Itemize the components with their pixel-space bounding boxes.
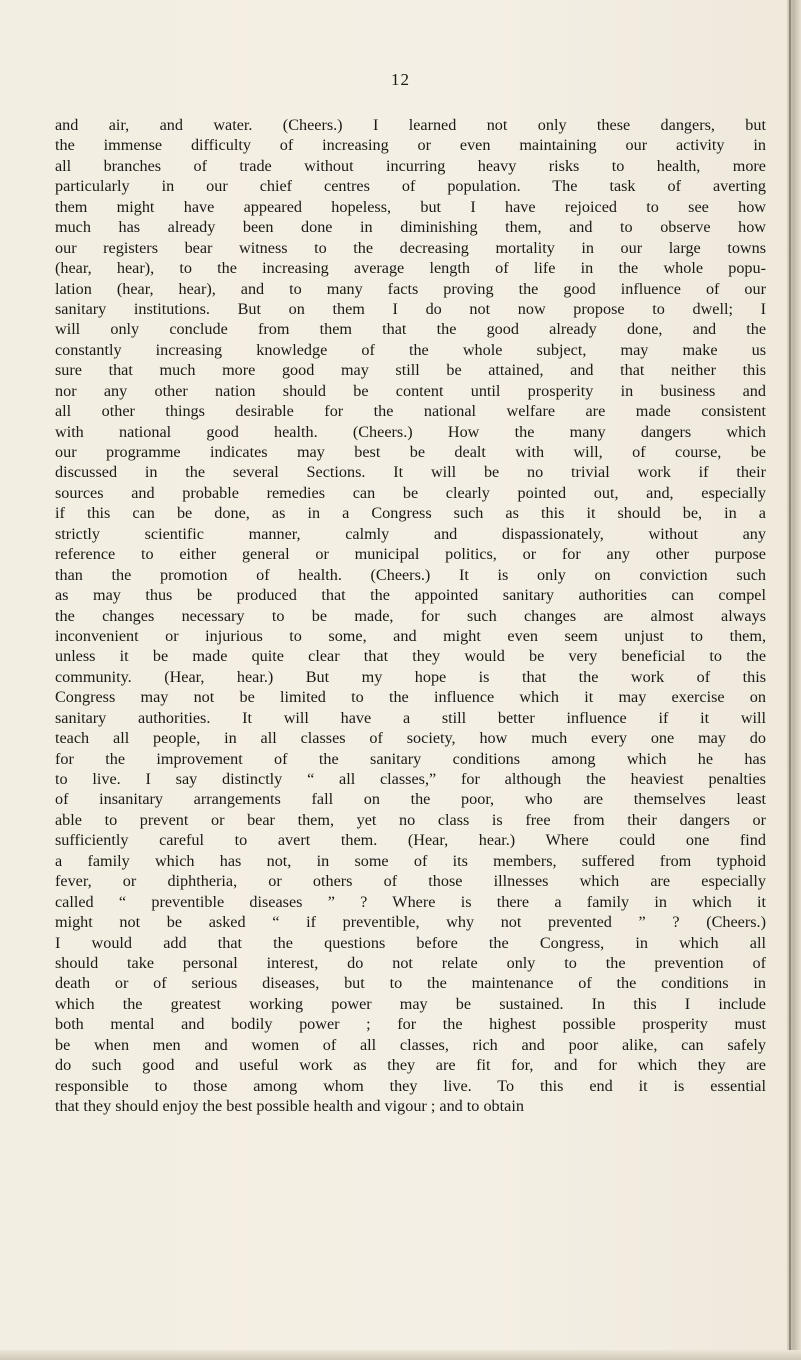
- text-line: constantly increasing knowledge of the whole subject, may make us: [55, 340, 766, 359]
- text-line: the immense difficulty of increasing or even maintaining our activity in: [55, 136, 766, 155]
- text-line: that they should enjoy the best possible health and vigour ; and to obtain: [55, 1097, 524, 1115]
- text-line: both mental and bodily power ; for the highest possible prosperity must: [55, 1015, 766, 1034]
- text-line: reference to either general or municipal politics, or for any other purpose: [55, 545, 766, 564]
- text-line: our programme indicates may best be dealt with will, of course, be: [55, 443, 766, 461]
- text-line: inconvenient or injurious to some, and might even seem unjust to them,: [55, 626, 766, 645]
- text-line: them might have appeared hopeless, but I have rejoiced to see how: [55, 197, 766, 216]
- text-line: responsible to those among whom they live. To this end it is essential: [55, 1076, 766, 1095]
- body-text: [55, 115, 766, 1116]
- text-line: death or of serious diseases, but to the maintenance of the conditions in: [55, 974, 766, 993]
- text-line: if this can be done, as in a Congress such as this it should be, in a: [55, 504, 766, 523]
- text-line: fever, or diphtheria, or others of those illnesses which are especially: [55, 872, 766, 891]
- text-line: a family which has not, in some of its members, suffered from typhoid: [55, 851, 766, 870]
- binding-line: [789, 0, 791, 1360]
- text-line: community. (Hear, hear.) But my hope is that the work of this: [55, 667, 766, 686]
- text-line: unless it be made quite clear that they would be very beneficial to the: [55, 647, 766, 666]
- text-line: strictly scientific manner, calmly and dispassionately, without any: [55, 524, 766, 543]
- text-line: will only conclude from them that the good already done, and the: [55, 320, 766, 339]
- text-line: should take personal interest, do not relate only to the prevention of: [55, 953, 766, 972]
- text-line: be when men and women of all classes, rich and poor alike, can safely: [55, 1035, 766, 1054]
- page-bottom-edge: [0, 1350, 801, 1360]
- text-line: do such good and useful work as they are fit for, and for which they are: [55, 1056, 766, 1075]
- text-line: the changes necessary to be made, for such changes are almost always: [55, 606, 766, 625]
- text-line: sufficiently careful to avert them. (Hear, hear.) Where could one find: [55, 831, 766, 850]
- text-line: for the improvement of the sanitary conditions among which he has: [55, 749, 766, 768]
- text-line: able to prevent or bear them, yet no class is free from their dangers or: [55, 810, 766, 829]
- text-line: Congress may not be limited to the influence which it may exercise on: [55, 688, 766, 707]
- text-line: lation (hear, hear), and to many facts proving the good influence of our: [55, 279, 766, 298]
- text-line: called “ preventible diseases ” ? Where is there a family in which it: [55, 892, 766, 911]
- text-line: as may thus be produced that the appointed sanitary authorities can compel: [55, 586, 766, 605]
- text-line: (hear, hear), to the increasing average length of life in the whole popu-: [55, 259, 766, 278]
- text-line: sanitary authorities. It will have a still better influence if it will: [55, 708, 766, 727]
- text-line: to live. I say distinctly “ all classes,” for although the heaviest penalties: [55, 770, 766, 788]
- text-line: sanitary institutions. But on them I do not now propose to dwell; I: [55, 299, 766, 318]
- text-line: discussed in the several Sections. It will be no trivial work if their: [55, 463, 766, 482]
- text-line: much has already been done in diminishing them, and to observe how: [55, 218, 766, 237]
- text-line: particularly in our chief centres of population. The task of averting: [55, 177, 766, 196]
- text-line: with national good health. (Cheers.) How the many dangers which: [55, 422, 766, 441]
- text-line: nor any other nation should be content until prosperity in business and: [55, 381, 766, 400]
- text-line: all other things desirable for the national welfare are made consistent: [55, 402, 766, 421]
- text-line: all branches of trade without incurring heavy risks to health, more: [55, 156, 766, 175]
- text-line: than the promotion of health. (Cheers.) It is only on conviction such: [55, 565, 766, 584]
- text-line: sure that much more good may still be attained, and that neither this: [55, 361, 766, 380]
- page-number: 12: [391, 70, 410, 89]
- text-line: and air, and water. (Cheers.) I learned not only these dangers, but: [55, 116, 766, 134]
- text-line: sources and probable remedies can be clearly pointed out, and, especially: [55, 483, 766, 502]
- text-line: might not be asked “ if preventible, why not prevented ” ? (Cheers.): [55, 913, 766, 932]
- text-line: I would add that the questions before the Congress, in which all: [55, 933, 766, 952]
- text-line: of insanitary arrangements fall on the poor, who are themselves least: [55, 790, 766, 809]
- text-line: which the greatest working power may be sustained. In this I include: [55, 994, 766, 1013]
- text-line: our registers bear witness to the decreasing mortality in our large towns: [55, 238, 766, 257]
- text-line: teach all people, in all classes of society, how much every one may do: [55, 729, 766, 748]
